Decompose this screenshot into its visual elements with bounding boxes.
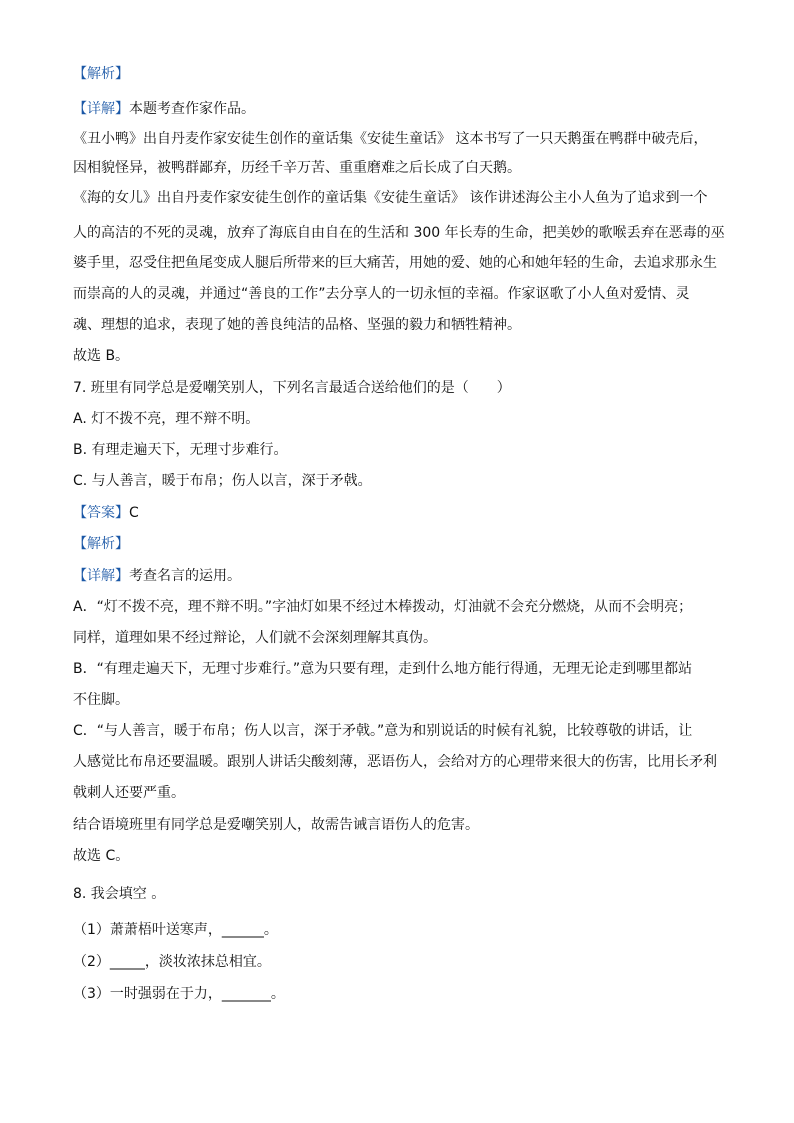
answer-label: 【答案】 [73,505,129,521]
detail-text: 本题考查作家作品。 [129,101,255,117]
question-7-stem: 7. 班里有同学总是爱嘲笑别人，下列名言最适合送给他们的是（ ） [73,380,511,396]
question-7-option-c: C. 与人善言，暖于布帛；伤人以言，深于矛戟。 [73,473,372,489]
answer-value: C [129,505,139,521]
analysis-label: 【解析】 [73,536,129,552]
analysis-heading [73,534,725,554]
question-8-item-1: （1）萧萧梧叶送寒声，______。 [73,922,278,938]
explanation-line: 人感觉比布帛还要温暖。跟别人讲话尖酸刻薄，恶语伤人，会给对方的心理带来很大的伤害，比用长矛利 [73,754,717,770]
question-8-item-3: （3）一时强弱在于力，_______。 [73,986,285,1002]
conclusion-line: 故选 B。 [73,348,130,364]
paragraph-line: 《丑小鸭》出自丹麦作家安徒生创作的童话集《安徒生童话》 这本书写了一只天鹅蛋在鸭群中破壳后， [73,131,708,147]
question-8-item-2: （2）_____，淡妆浓抹总相宜。 [73,954,271,970]
summary-line: 结合语境班里有同学总是爱嘲笑别人，故需告诫言语伤人的危害。 [73,817,479,833]
paragraph-line: 《海的女儿》出自丹麦作家安徒生创作的童话集《安徒生童话》 该作讲述海公主小人鱼为了追求到一个 [73,190,708,206]
analysis-label: 【解析】 [73,66,129,82]
answer-line [73,503,725,523]
explanation-line: C．“与人善言，暖于布帛；伤人以言，深于矛戟。”意为和别说话的时候有礼貌，比较尊敬的讲话，让 [73,723,693,739]
paragraph-line: 魂、理想的追求，表现了她的善良纯洁的品格、坚强的毅力和牺牲精神。 [73,317,521,333]
detail-line [73,99,725,119]
detail-line [73,566,725,586]
conclusion-line: 故选 C。 [73,848,130,864]
question-8-stem: 8. 我会填空 。 [73,886,166,902]
paragraph-line: 因相貌怪异，被鸭群鄙弃，历经千辛万苦、重重磨难之后长成了白天鹅。 [73,160,521,176]
explanation-line: 不住脚。 [73,692,129,708]
paragraph-line: 婆手里，忍受住把鱼尾变成人腿后所带来的巨大痛苦，用她的爱、她的心和她年轻的生命，去追求那永生 [73,255,717,271]
explanation-line: 同样，道理如果不经过辩论，人们就不会深刻理解其真伪。 [73,630,437,646]
analysis-heading [73,64,725,84]
detail-label: 【详解】 [73,101,129,117]
explanation-line: 戟刺人还要严重。 [73,785,185,801]
question-7-option-a: A. 灯不拨不亮，理不辩不明。 [73,411,260,427]
explanation-line: A．“灯不拨不亮，理不辩不明。”字油灯如果不经过木棒拨动，灯油就不会充分燃烧，从而不会明亮； [73,599,693,615]
detail-label: 【详解】 [73,568,129,584]
explanation-line: B．“有理走遍天下，无理寸步难行。”意为只要有理，走到什么地方能行得通，无理无论走到哪里都站 [73,661,693,677]
paragraph-line: 人的高洁的不死的灵魂，放弃了海底自由自在的生活和 300 年长寿的生命，把美妙的歌喉丢弃在恶毒的巫 [73,225,725,241]
detail-text: 考查名言的运用。 [129,568,241,584]
paragraph-line: 而崇高的人的灵魂，并通过“善良的工作”去分享人的一切永恒的幸福。作家讴歌了小人鱼对爱情、灵 [73,286,690,302]
question-7-option-b: B. 有理走遍天下，无理寸步难行。 [73,442,288,458]
